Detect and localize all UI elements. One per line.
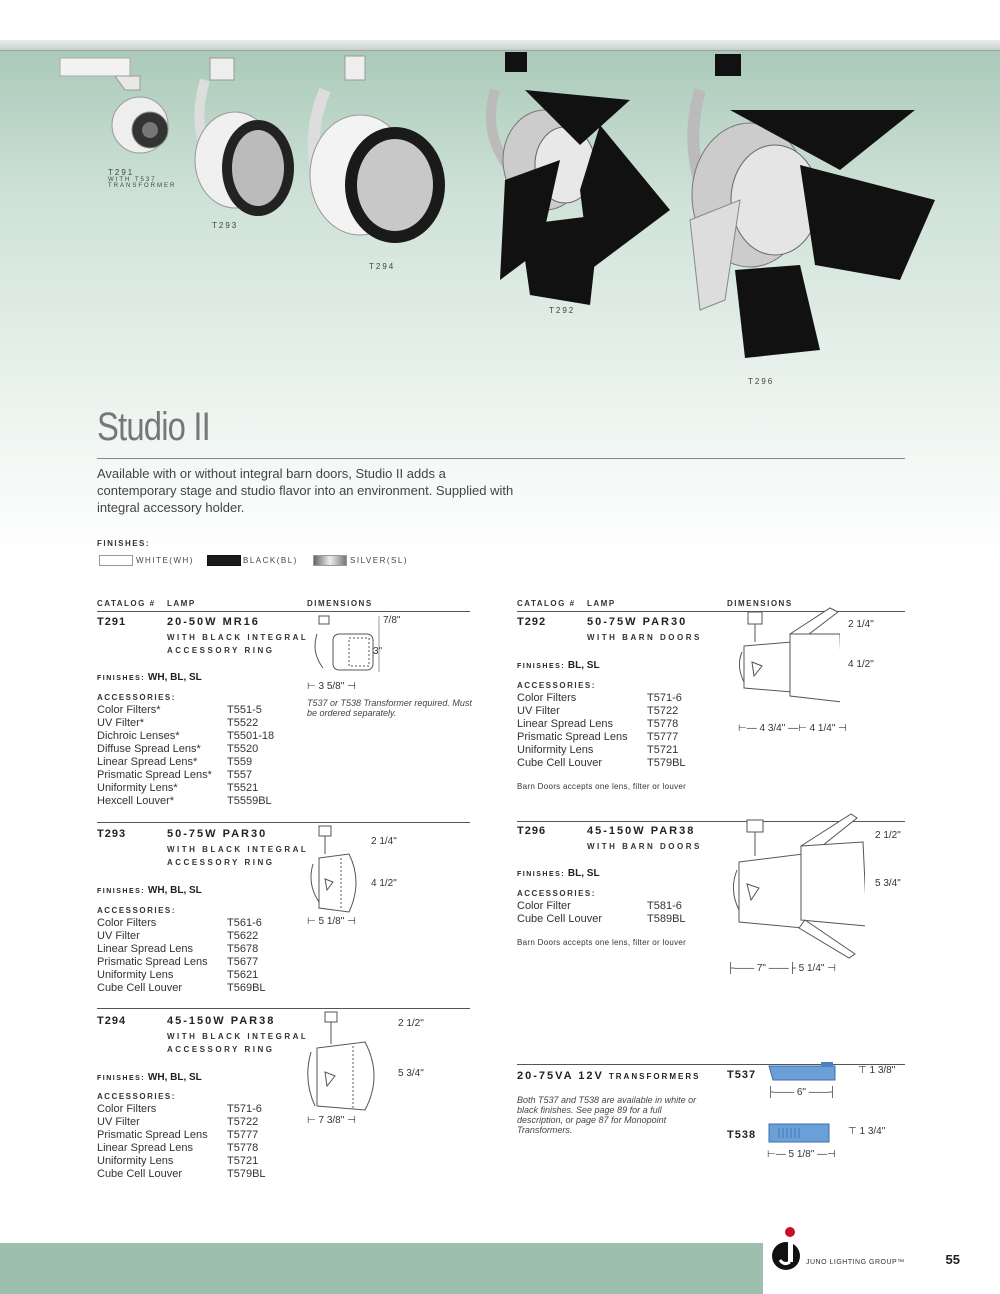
black-finish-label: BLACK(BL) <box>243 556 298 565</box>
t291-accessories-label: ACCESSORIES: <box>97 693 176 702</box>
t293-lamp: 50-75W PAR30 <box>167 828 268 840</box>
list-item: Cube Cell Louver T579BL <box>97 1168 266 1180</box>
list-item: Prismatic Spread Lens T5677 <box>97 956 259 968</box>
list-item: UV Filter T5622 <box>97 930 259 942</box>
t296-lamp: 45-150W PAR38 <box>587 825 696 837</box>
t294-caption: T294 <box>369 262 396 271</box>
t293-lamp-block <box>167 828 308 869</box>
list-item: Prismatic Spread Lens T5777 <box>517 731 679 743</box>
t292-dim-height: 4 1/2" <box>848 659 874 670</box>
dimensions-header: DIMENSIONS <box>307 599 373 608</box>
t537-drawing <box>765 1062 845 1084</box>
t292-dimension-drawing <box>730 604 840 714</box>
t538-dim-h-wrap: ⊤ 1 3/4" <box>848 1126 886 1137</box>
page-number: 55 <box>945 1252 960 1267</box>
list-item: Color Filters* T551-5 <box>97 704 262 716</box>
t296-fixture-image <box>690 54 935 358</box>
t294-accessories-label: ACCESSORIES: <box>97 1092 176 1101</box>
t291-accessories-list <box>97 704 274 808</box>
t293-lamp-sub1: WITH BLACK INTEGRAL <box>167 845 309 854</box>
brand-name: JUNO LIGHTING GROUP™ <box>806 1259 905 1266</box>
t292-dim-width1: 4 3/4" <box>759 723 786 734</box>
t293-dim-width-wrap: ⊢ 5 1/8" ⊣ <box>307 916 356 927</box>
list-item: Uniformity Lens T5721 <box>97 1155 259 1167</box>
t296-accessories-list <box>517 900 686 926</box>
t291-finishes-value: WH, BL, SL <box>147 672 202 683</box>
t296-finishes-value: BL, SL <box>567 868 600 879</box>
t294-dim-top: 2 1/2" <box>398 1018 424 1029</box>
t292-note: Barn Doors accepts one lens, filter or louver <box>517 782 687 791</box>
list-item: Color Filters T571-6 <box>517 692 682 704</box>
transformers-rule <box>517 1064 905 1065</box>
list-item: Linear Spread Lens T5778 <box>97 1142 259 1154</box>
finishes-label: FINISHES: <box>97 539 151 548</box>
t292-finishes-label: FINISHES: <box>517 663 566 670</box>
t292-lamp-sub1: WITH BARN DOORS <box>587 633 702 642</box>
lamp-header-right: LAMP <box>587 599 616 608</box>
t296-dimension-drawing <box>725 812 865 962</box>
t291-lamp-sub1: WITH BLACK INTEGRAL <box>167 633 309 642</box>
t293-finishes-label: FINISHES: <box>97 888 146 895</box>
t293-dim-height: 4 1/2" <box>371 878 397 889</box>
dimensions-header-right: DIMENSIONS <box>727 599 793 608</box>
t291-lamp: 20-50W MR16 <box>167 616 260 628</box>
list-item: Linear Spread Lens T5678 <box>97 943 259 955</box>
t294-dim-width: 7 3/8" <box>318 1115 345 1126</box>
t294-lamp-sub1: WITH BLACK INTEGRAL <box>167 1032 309 1041</box>
t294-finishes-label: FINISHES: <box>97 1075 146 1082</box>
t538-dim-width: 5 1/8" <box>788 1149 815 1160</box>
t291-finishes <box>97 672 202 683</box>
list-item: Color Filters T561-6 <box>97 917 262 929</box>
list-item: Uniformity Lens T5621 <box>97 969 259 981</box>
t292-lamp: 50-75W PAR30 <box>587 616 688 628</box>
t296-dim-top: 2 1/2" <box>875 830 901 841</box>
t292-accessories-list <box>517 692 686 770</box>
t296-caption: T296 <box>748 377 775 386</box>
t296-note: Barn Doors accepts one lens, filter or louver <box>517 938 687 947</box>
list-item: Cube Cell Louver T569BL <box>97 982 266 994</box>
silver-swatch <box>313 555 347 566</box>
t293-finishes-value: WH, BL, SL <box>147 885 202 896</box>
t296-finishes-label: FINISHES: <box>517 871 566 878</box>
t538-dim-height: 1 3/4" <box>859 1126 886 1137</box>
header-rule-left <box>97 611 470 612</box>
t292-catalog: T292 <box>517 616 547 628</box>
t292-finishes <box>517 660 600 671</box>
list-item: Cube Cell Louver T579BL <box>517 757 686 769</box>
t537-catalog: T537 <box>727 1069 757 1081</box>
product-photos <box>0 50 1000 390</box>
t296-accessories-label: ACCESSORIES: <box>517 889 596 898</box>
list-item: Uniformity Lens* T5521 <box>97 782 259 794</box>
t294-lamp: 45-150W PAR38 <box>167 1015 276 1027</box>
t294-fixture-image <box>310 56 445 243</box>
t296-dim-height: 5 3/4" <box>875 878 901 889</box>
t291-note: T537 or T538 Transformer required. Must be ordered separately. <box>307 698 472 718</box>
t291-fixture-image <box>60 58 168 153</box>
t291-catalog: T291 <box>97 616 127 628</box>
black-swatch <box>207 555 241 566</box>
t293-accessories-label: ACCESSORIES: <box>97 906 176 915</box>
list-item: Color Filters T571-6 <box>97 1103 262 1115</box>
title-divider <box>97 458 905 459</box>
list-item: UV Filter* T5522 <box>97 717 259 729</box>
t538-dim-w-wrap: ⊢— 5 1/8" —⊣ <box>767 1149 836 1160</box>
t294-lamp-block <box>167 1015 308 1056</box>
t291-caption-code: T291 <box>108 168 135 177</box>
t294-rule <box>97 1008 470 1009</box>
list-item: Uniformity Lens T5721 <box>517 744 679 756</box>
t293-fixture-image <box>195 58 294 216</box>
t293-finishes <box>97 885 202 896</box>
list-item: UV Filter T5722 <box>517 705 679 717</box>
transformers-note: Both T537 and T538 are available in white or black finishes. See page 89 for a full description, or page 87 for Monopoint Transformers. <box>517 1095 697 1135</box>
t294-catalog: T294 <box>97 1015 127 1027</box>
t291-dim-top: 7/8" <box>383 615 401 626</box>
t292-dim-top: 2 1/4" <box>848 619 874 630</box>
intro-paragraph: Available with or without integral barn doors, Studio II adds a contemporary stage and studio flavor into an environment. Supplied with integral accessory holder. <box>97 466 514 515</box>
t291-dim-height: 3" <box>373 646 383 657</box>
t296-catalog: T296 <box>517 825 547 837</box>
t293-rule <box>97 822 470 823</box>
t296-finishes <box>517 868 600 879</box>
t537-dim-height: 1 3/8" <box>869 1065 896 1076</box>
transformers-lamp: 20-75VA 12V <box>517 1070 604 1082</box>
list-item: Prismatic Spread Lens T5777 <box>97 1129 259 1141</box>
t296-dim-width1: 7" <box>756 963 766 974</box>
t538-catalog: T538 <box>727 1129 757 1141</box>
t294-lamp-sub2: ACCESSORY RING <box>167 1045 275 1054</box>
t293-dim-top: 2 1/4" <box>371 836 397 847</box>
list-item: Linear Spread Lens T5778 <box>517 718 679 730</box>
t294-dimension-drawing <box>305 1010 405 1115</box>
t294-dim-height: 5 3/4" <box>398 1068 424 1079</box>
t293-catalog: T293 <box>97 828 127 840</box>
silver-finish-label: SILVER(SL) <box>350 556 408 565</box>
t296-lamp-block <box>587 825 702 853</box>
t293-lamp-sub2: ACCESSORY RING <box>167 858 275 867</box>
catalog-header: CATALOG # <box>97 599 156 608</box>
t294-finishes <box>97 1072 202 1083</box>
t291-caption <box>108 168 176 189</box>
t291-lamp-block <box>167 616 308 657</box>
t293-caption: T293 <box>212 221 239 230</box>
catalog-header-right: CATALOG # <box>517 599 576 608</box>
t292-accessories-label: ACCESSORIES: <box>517 681 596 690</box>
t292-dim-width-wrap: ⊢— 4 3/4" —⊢ 4 1/4" ⊣ <box>738 723 847 734</box>
list-item: Prismatic Spread Lens* T557 <box>97 769 253 781</box>
t296-dim-width2: 5 1/4" <box>798 963 825 974</box>
white-finish-label: WHITE(WH) <box>136 556 194 565</box>
t291-lamp-sub2: ACCESSORY RING <box>167 646 275 655</box>
list-item: Cube Cell Louver T589BL <box>517 913 686 925</box>
t291-finishes-label: FINISHES: <box>97 675 146 682</box>
t291-caption-with: WITH T537 <box>108 177 157 183</box>
t537-dim-w-wrap: ├—— 6" ——┤ <box>767 1087 836 1098</box>
t292-finishes-value: BL, SL <box>567 660 600 671</box>
t292-dim-width2: 4 1/4" <box>809 723 836 734</box>
t291-caption-transformer: TRANSFORMER <box>108 183 177 189</box>
t294-accessories-list <box>97 1103 266 1181</box>
t294-dim-width-wrap: ⊢ 7 3/8" ⊣ <box>307 1115 356 1126</box>
t537-dim-width: 6" <box>796 1087 806 1098</box>
t296-lamp-sub1: WITH BARN DOORS <box>587 842 702 851</box>
list-item: Diffuse Spread Lens* T5520 <box>97 743 259 755</box>
white-swatch <box>99 555 133 566</box>
list-item: Hexcell Louver* T5559BL <box>97 795 272 807</box>
lamp-header: LAMP <box>167 599 196 608</box>
t292-caption: T292 <box>549 306 576 315</box>
transformers-label: TRANSFORMERS <box>608 1072 701 1081</box>
transformers-heading <box>517 1070 700 1082</box>
t291-dim-width-wrap: ⊢ 3 5/8" ⊣ <box>307 681 356 692</box>
t294-finishes-value: WH, BL, SL <box>147 1072 202 1083</box>
t296-dim-width-wrap: ├—— 7" ——├ 5 1/4" ⊣ <box>727 963 836 974</box>
t293-dim-width: 5 1/8" <box>318 916 345 927</box>
list-item: UV Filter T5722 <box>97 1116 259 1128</box>
t292-fixture-image <box>491 52 670 305</box>
page-title: Studio II <box>97 405 210 449</box>
list-item: Dichroic Lenses* T5501-18 <box>97 730 275 742</box>
t537-dim-h-wrap: ⊤ 1 3/8" <box>858 1065 896 1076</box>
t292-lamp-block <box>587 616 702 644</box>
juno-logo <box>770 1226 804 1272</box>
t293-accessories-list <box>97 917 266 995</box>
t538-drawing <box>765 1120 835 1146</box>
list-item: Color Filter T581-6 <box>517 900 682 912</box>
t291-dim-width: 3 5/8" <box>318 681 345 692</box>
footer-bar <box>0 1243 763 1294</box>
list-item: Linear Spread Lens* T559 <box>97 756 253 768</box>
header-rule-right <box>517 611 905 612</box>
